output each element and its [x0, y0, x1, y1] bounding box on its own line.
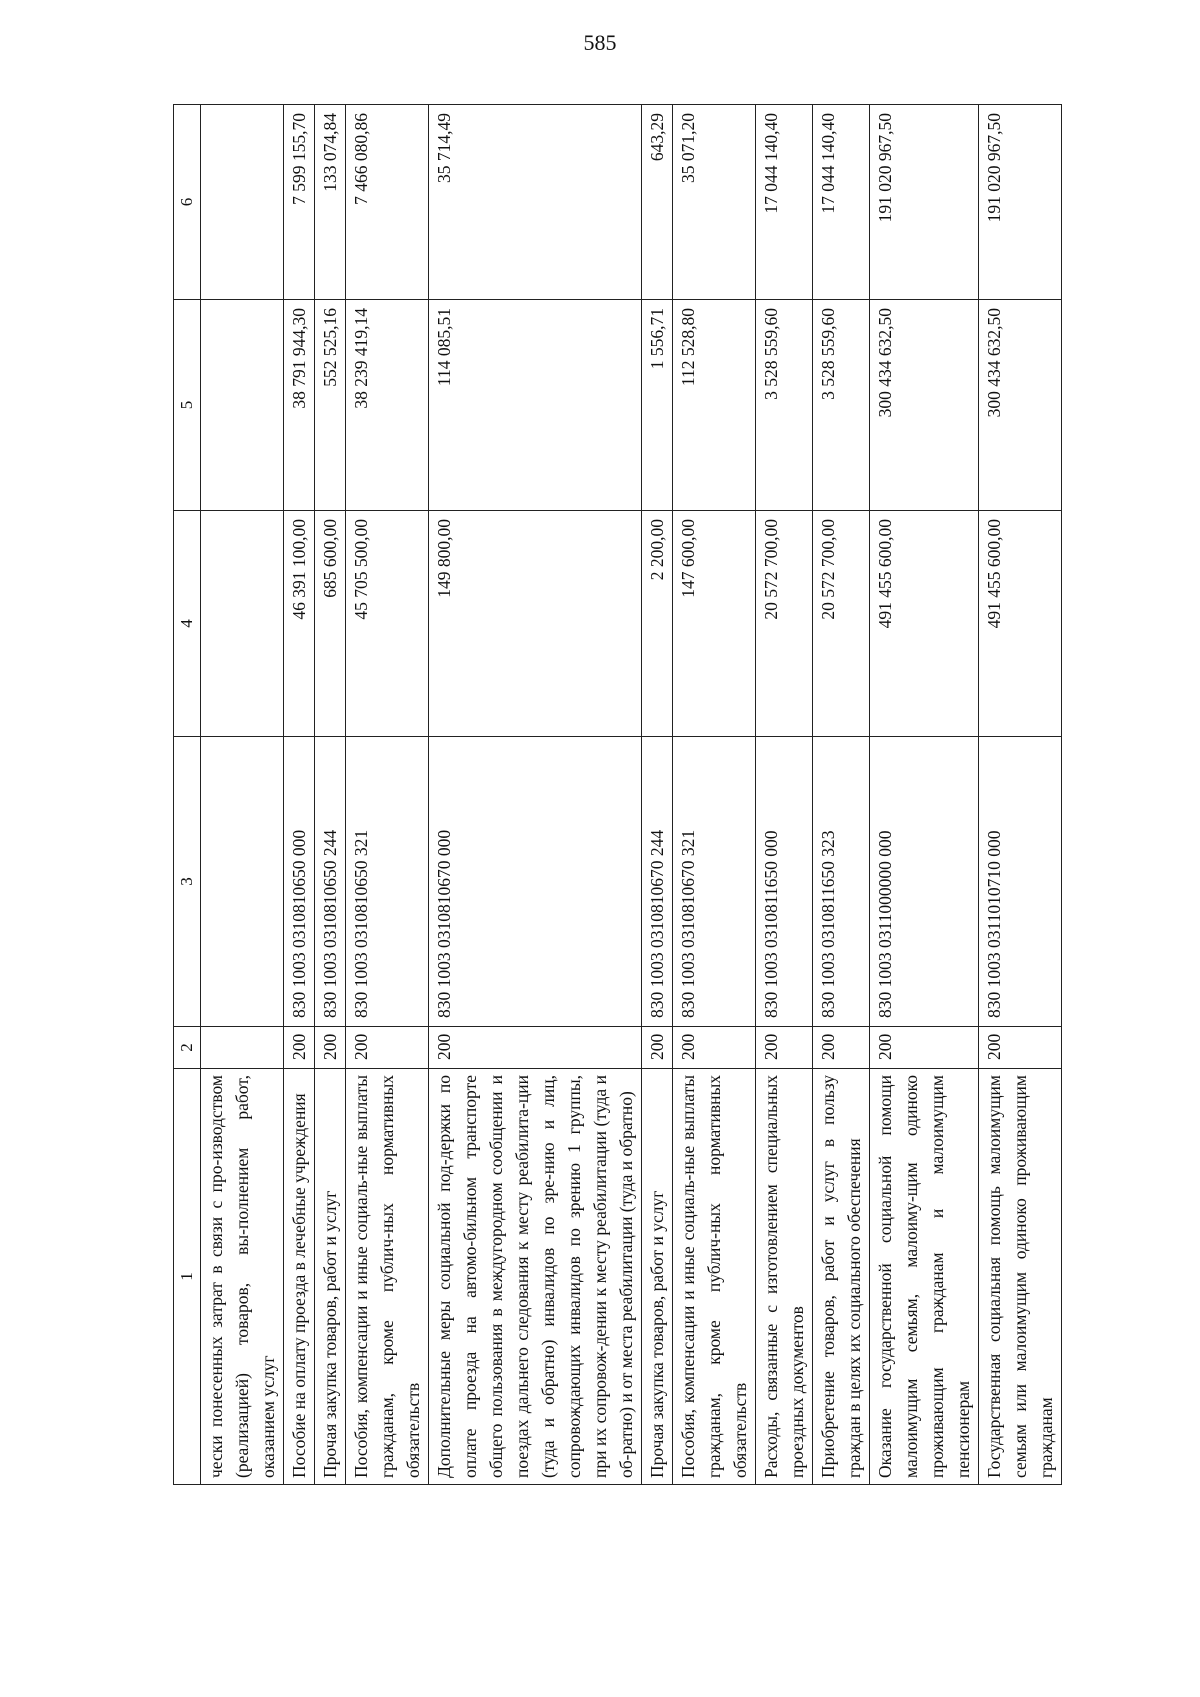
table-row	[642, 105, 673, 1485]
row-executed: 552 525,16	[315, 300, 346, 511]
row-approved: 46 391 100,00	[284, 511, 315, 737]
row-code: 830 1003 0311010710 000	[979, 737, 1062, 1027]
row-approved: 491 455 600,00	[979, 511, 1062, 737]
row-kvr: 200	[813, 1027, 870, 1069]
row-approved: 20 572 700,00	[756, 511, 813, 737]
row-approved: 20 572 700,00	[813, 511, 870, 737]
row-unexecuted: 17 044 140,40	[813, 105, 870, 300]
row-unexecuted	[201, 105, 284, 300]
row-approved: 685 600,00	[315, 511, 346, 737]
row-code	[201, 737, 284, 1027]
column-header: 4	[174, 511, 201, 737]
row-approved	[201, 511, 284, 737]
table-row	[346, 105, 429, 1485]
row-kvr: 200	[870, 1027, 979, 1069]
table-row	[673, 105, 756, 1485]
row-code: 830 1003 0310811650 000	[756, 737, 813, 1027]
row-kvr: 200	[315, 1027, 346, 1069]
row-kvr: 200	[284, 1027, 315, 1069]
row-executed: 1 556,71	[642, 300, 673, 511]
row-code: 830 1003 0310810650 244	[315, 737, 346, 1027]
row-executed: 300 434 632,50	[979, 300, 1062, 511]
row-kvr: 200	[429, 1027, 642, 1069]
row-kvr: 200	[346, 1027, 429, 1069]
row-unexecuted: 191 020 967,50	[870, 105, 979, 300]
row-name: Приобретение товаров, работ и услуг в пользу граждан в целях их социального обеспечения	[813, 1069, 870, 1485]
row-unexecuted: 35 714,49	[429, 105, 642, 300]
row-executed: 300 434 632,50	[870, 300, 979, 511]
table-row	[315, 105, 346, 1485]
row-kvr: 200	[756, 1027, 813, 1069]
row-executed: 38 239 419,14	[346, 300, 429, 511]
column-header: 3	[174, 737, 201, 1027]
column-header: 6	[174, 105, 201, 300]
row-unexecuted: 133 074,84	[315, 105, 346, 300]
row-code: 830 1003 0311000000 000	[870, 737, 979, 1027]
row-code: 830 1003 0310811650 323	[813, 737, 870, 1027]
row-name: чески понесенных затрат в связи с про-изводством (реализацией) товаров, вы-полнением работ, оказанием услуг	[201, 1069, 284, 1485]
budget-table	[173, 104, 1062, 1485]
table-row	[284, 105, 315, 1485]
row-kvr: 200	[642, 1027, 673, 1069]
table-row	[429, 105, 642, 1485]
budget-table-rotated	[173, 105, 1078, 1485]
row-executed: 3 528 559,60	[813, 300, 870, 511]
row-executed: 3 528 559,60	[756, 300, 813, 511]
row-unexecuted: 7 599 155,70	[284, 105, 315, 300]
row-name: Расходы, связанные с изготовлением специальных проездных документов	[756, 1069, 813, 1485]
table-row	[756, 105, 813, 1485]
row-executed: 38 791 944,30	[284, 300, 315, 511]
table-row	[201, 105, 284, 1485]
row-code: 830 1003 0310810670 244	[642, 737, 673, 1027]
row-unexecuted: 7 466 080,86	[346, 105, 429, 300]
row-approved: 491 455 600,00	[870, 511, 979, 737]
row-executed	[201, 300, 284, 511]
row-approved: 149 800,00	[429, 511, 642, 737]
row-unexecuted: 191 020 967,50	[979, 105, 1062, 300]
row-name: Пособия, компенсации и иные социаль-ные выплаты гражданам, кроме публич-ных нормативных обязательств	[673, 1069, 756, 1485]
row-unexecuted: 35 071,20	[673, 105, 756, 300]
row-code: 830 1003 0310810670 321	[673, 737, 756, 1027]
row-unexecuted: 643,29	[642, 105, 673, 300]
row-code: 830 1003 0310810670 000	[429, 737, 642, 1027]
row-code: 830 1003 0310810650 000	[284, 737, 315, 1027]
row-name: Дополнительные меры социальной под-держки по оплате проезда на автомо-бильном транспорте общего пользования в междугородном сообщении и поездах дальнего следования к месту реабилита-ции (туда и обратно) инвалидов по зре-нию и лиц, сопровождающих инвалидов по зрению 1 группы, при их сопровож-дении к месту реабилитации (туда и об-ратно) и от места реабилитации (туда и обратно)	[429, 1069, 642, 1485]
header-row	[174, 105, 201, 1485]
row-kvr: 200	[979, 1027, 1062, 1069]
row-kvr: 200	[673, 1027, 756, 1069]
row-executed: 112 528,80	[673, 300, 756, 511]
column-header: 2	[174, 1027, 201, 1069]
row-code: 830 1003 0310810650 321	[346, 737, 429, 1027]
row-name: Пособие на оплату проезда в лечебные учреждения	[284, 1069, 315, 1485]
table-row	[979, 105, 1062, 1485]
row-kvr	[201, 1027, 284, 1069]
row-approved: 45 705 500,00	[346, 511, 429, 737]
page-number: 585	[583, 30, 617, 55]
row-name: Оказание государственной социальной помощи малоимущим семьям, малоиму-щим одиноко проживающим гражданам и малоимущим пенсионерам	[870, 1069, 979, 1485]
row-executed: 114 085,51	[429, 300, 642, 511]
row-unexecuted: 17 044 140,40	[756, 105, 813, 300]
row-name: Прочая закупка товаров, работ и услуг	[315, 1069, 346, 1485]
row-name: Государственная социальная помощь малоимущим семьям или малоимущим одиноко проживающим гражданам	[979, 1069, 1062, 1485]
row-name: Прочая закупка товаров, работ и услуг	[642, 1069, 673, 1485]
row-name: Пособия, компенсации и иные социаль-ные выплаты гражданам, кроме публич-ных нормативных обязательств	[346, 1069, 429, 1485]
row-approved: 2 200,00	[642, 511, 673, 737]
table-row	[870, 105, 979, 1485]
table-row	[813, 105, 870, 1485]
column-header: 1	[174, 1069, 201, 1485]
row-approved: 147 600,00	[673, 511, 756, 737]
column-header: 5	[174, 300, 201, 511]
